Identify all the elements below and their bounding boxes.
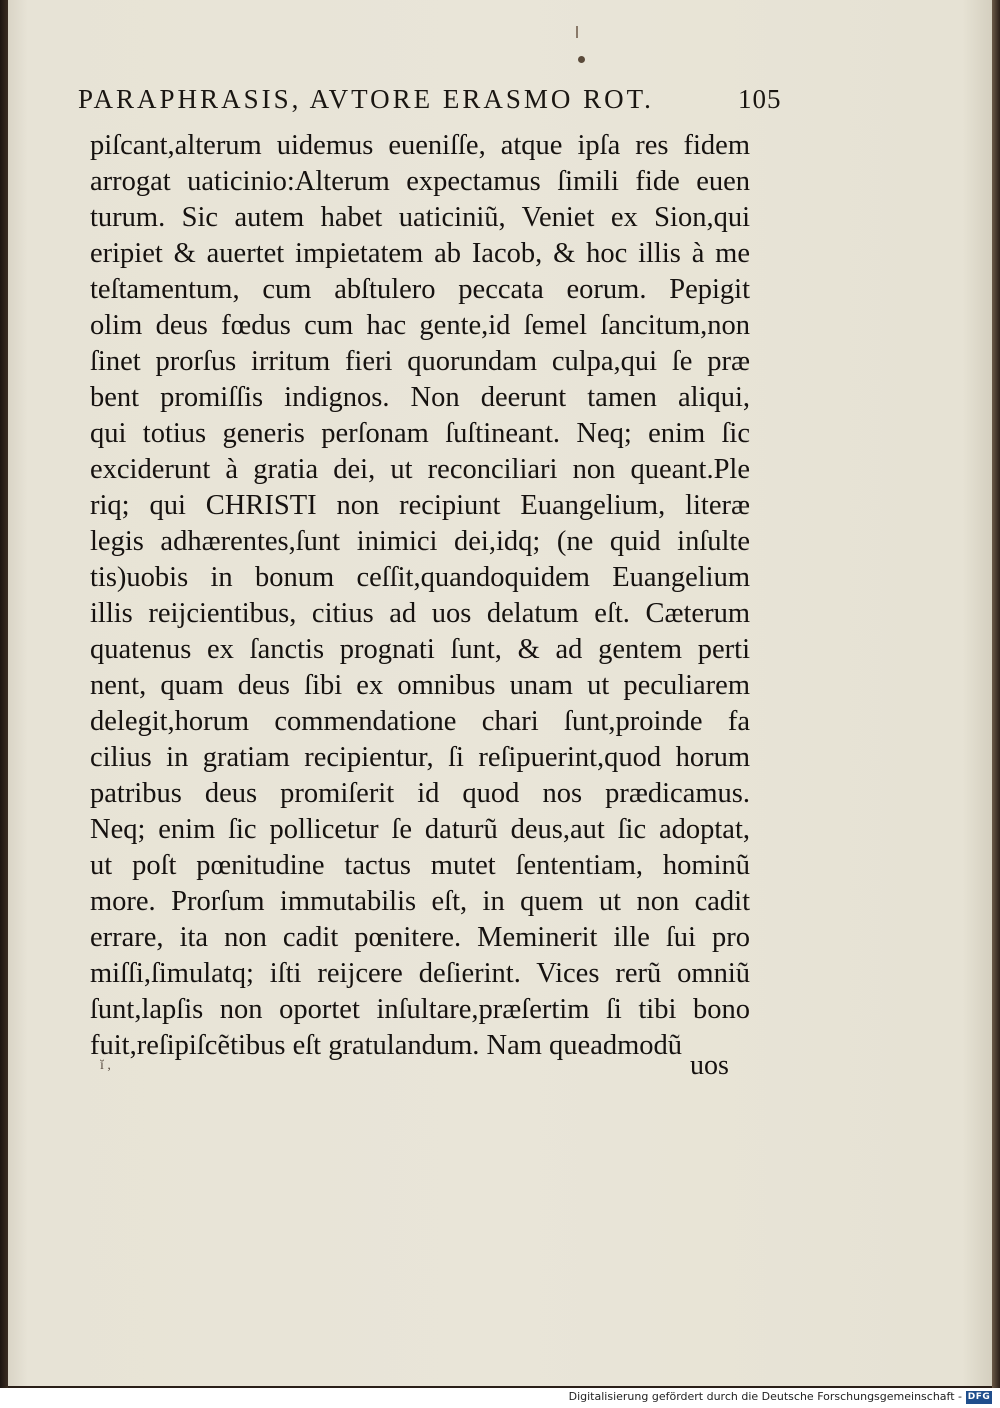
text-line: delegit,horum commendatione chari ſunt,proinde fa [90, 706, 750, 737]
text-line: miſſi,ſimulatq; iſti reijcere deſierint. Vices rerũ omniũ [90, 958, 750, 989]
text-line: ſunt,lapſis non oportet inſultare,præſertim ſi tibi bono [90, 994, 750, 1025]
ink-tick-mark [576, 26, 578, 38]
catchword: uos [690, 1050, 729, 1081]
text-line: turum. Sic autem habet uaticiniũ, Veniet ex Sion,qui [90, 202, 750, 233]
running-title: PARAPHRASIS, AVTORE ERASMO ROT. [78, 84, 654, 114]
text-line: tis)uobis in bonum ceſſit,quandoquidem Euangelium [90, 562, 750, 593]
text-line: riq; qui CHRISTI non recipiunt Euangelium, literæ [90, 490, 750, 521]
text-line: illis reijcientibus, citius ad uos delatum eſt. Cæterum [90, 598, 750, 629]
book-page [8, 0, 992, 1386]
text-line: nent, quam deus ſibi ex omnibus unam ut peculiarem [90, 670, 750, 701]
text-line: Neq; enim ſic pollicetur ſe daturũ deus,aut ſic adoptat, [90, 814, 750, 845]
printer-mark: ĭ , [100, 1058, 111, 1073]
fore-edge [992, 0, 1000, 1388]
dfg-logo-icon: DFG [967, 1392, 991, 1402]
text-line: ut poſt pœnitudine tactus mutet ſententiam, hominũ [90, 850, 750, 881]
binding-edge [0, 0, 8, 1388]
text-line: cilius in gratiam recipientur, ſi reſipuerint,quod horum [90, 742, 750, 773]
text-line: eripiet & auertet impietatem ab Iacob, & hoc illis à me [90, 238, 750, 269]
folio-number: 105 [738, 84, 782, 114]
ink-dot-mark [578, 56, 585, 63]
text-line: qui totius generis perſonam ſuſtineant. Neq; enim ſic [90, 418, 750, 449]
body-text [90, 128, 750, 1064]
text-line: teſtamentum, cum abſtulero peccata eorum. Pepigit [90, 274, 750, 305]
text-line: errare, ita non cadit pœnitere. Meminerit ille ſui pro [90, 922, 750, 953]
text-line: quatenus ex ſanctis prognati ſunt, & ad gentem perti [90, 634, 750, 665]
text-line: arrogat uaticinio:Alterum expectamus ſimili fide euen [90, 166, 750, 197]
text-line: ſinet prorſus irritum fieri quorundam culpa,qui ſe præ [90, 346, 750, 377]
text-line: exciderunt à gratia dei, ut reconciliari non queant.Ple [90, 454, 750, 485]
text-line: more. Prorſum immutabilis eſt, in quem ut non cadit [90, 886, 750, 917]
text-line: piſcant,alterum uidemus eueniſſe, atque ipſa res fidem [90, 130, 750, 161]
digitization-footer [0, 1388, 1000, 1408]
text-line: legis adhærentes,ſunt inimici dei,idq; (ne quid inſulte [90, 526, 750, 557]
text-line: patribus deus promiſerit id quod nos prædicamus. [90, 778, 750, 809]
running-head [78, 84, 798, 124]
text-line: fuit,reſipiſcẽtibus eſt gratulandum. Nam queadmodũ [90, 1030, 683, 1061]
funding-credit: Digitalisierung gefördert durch die Deutsche Forschungsgemeinschaft - [568, 1390, 962, 1403]
text-line: bent promiſſis indignos. Non deerunt tamen aliqui, [90, 382, 750, 413]
text-line: olim deus fœdus cum hac gente,id ſemel ſancitum,non [90, 310, 750, 341]
